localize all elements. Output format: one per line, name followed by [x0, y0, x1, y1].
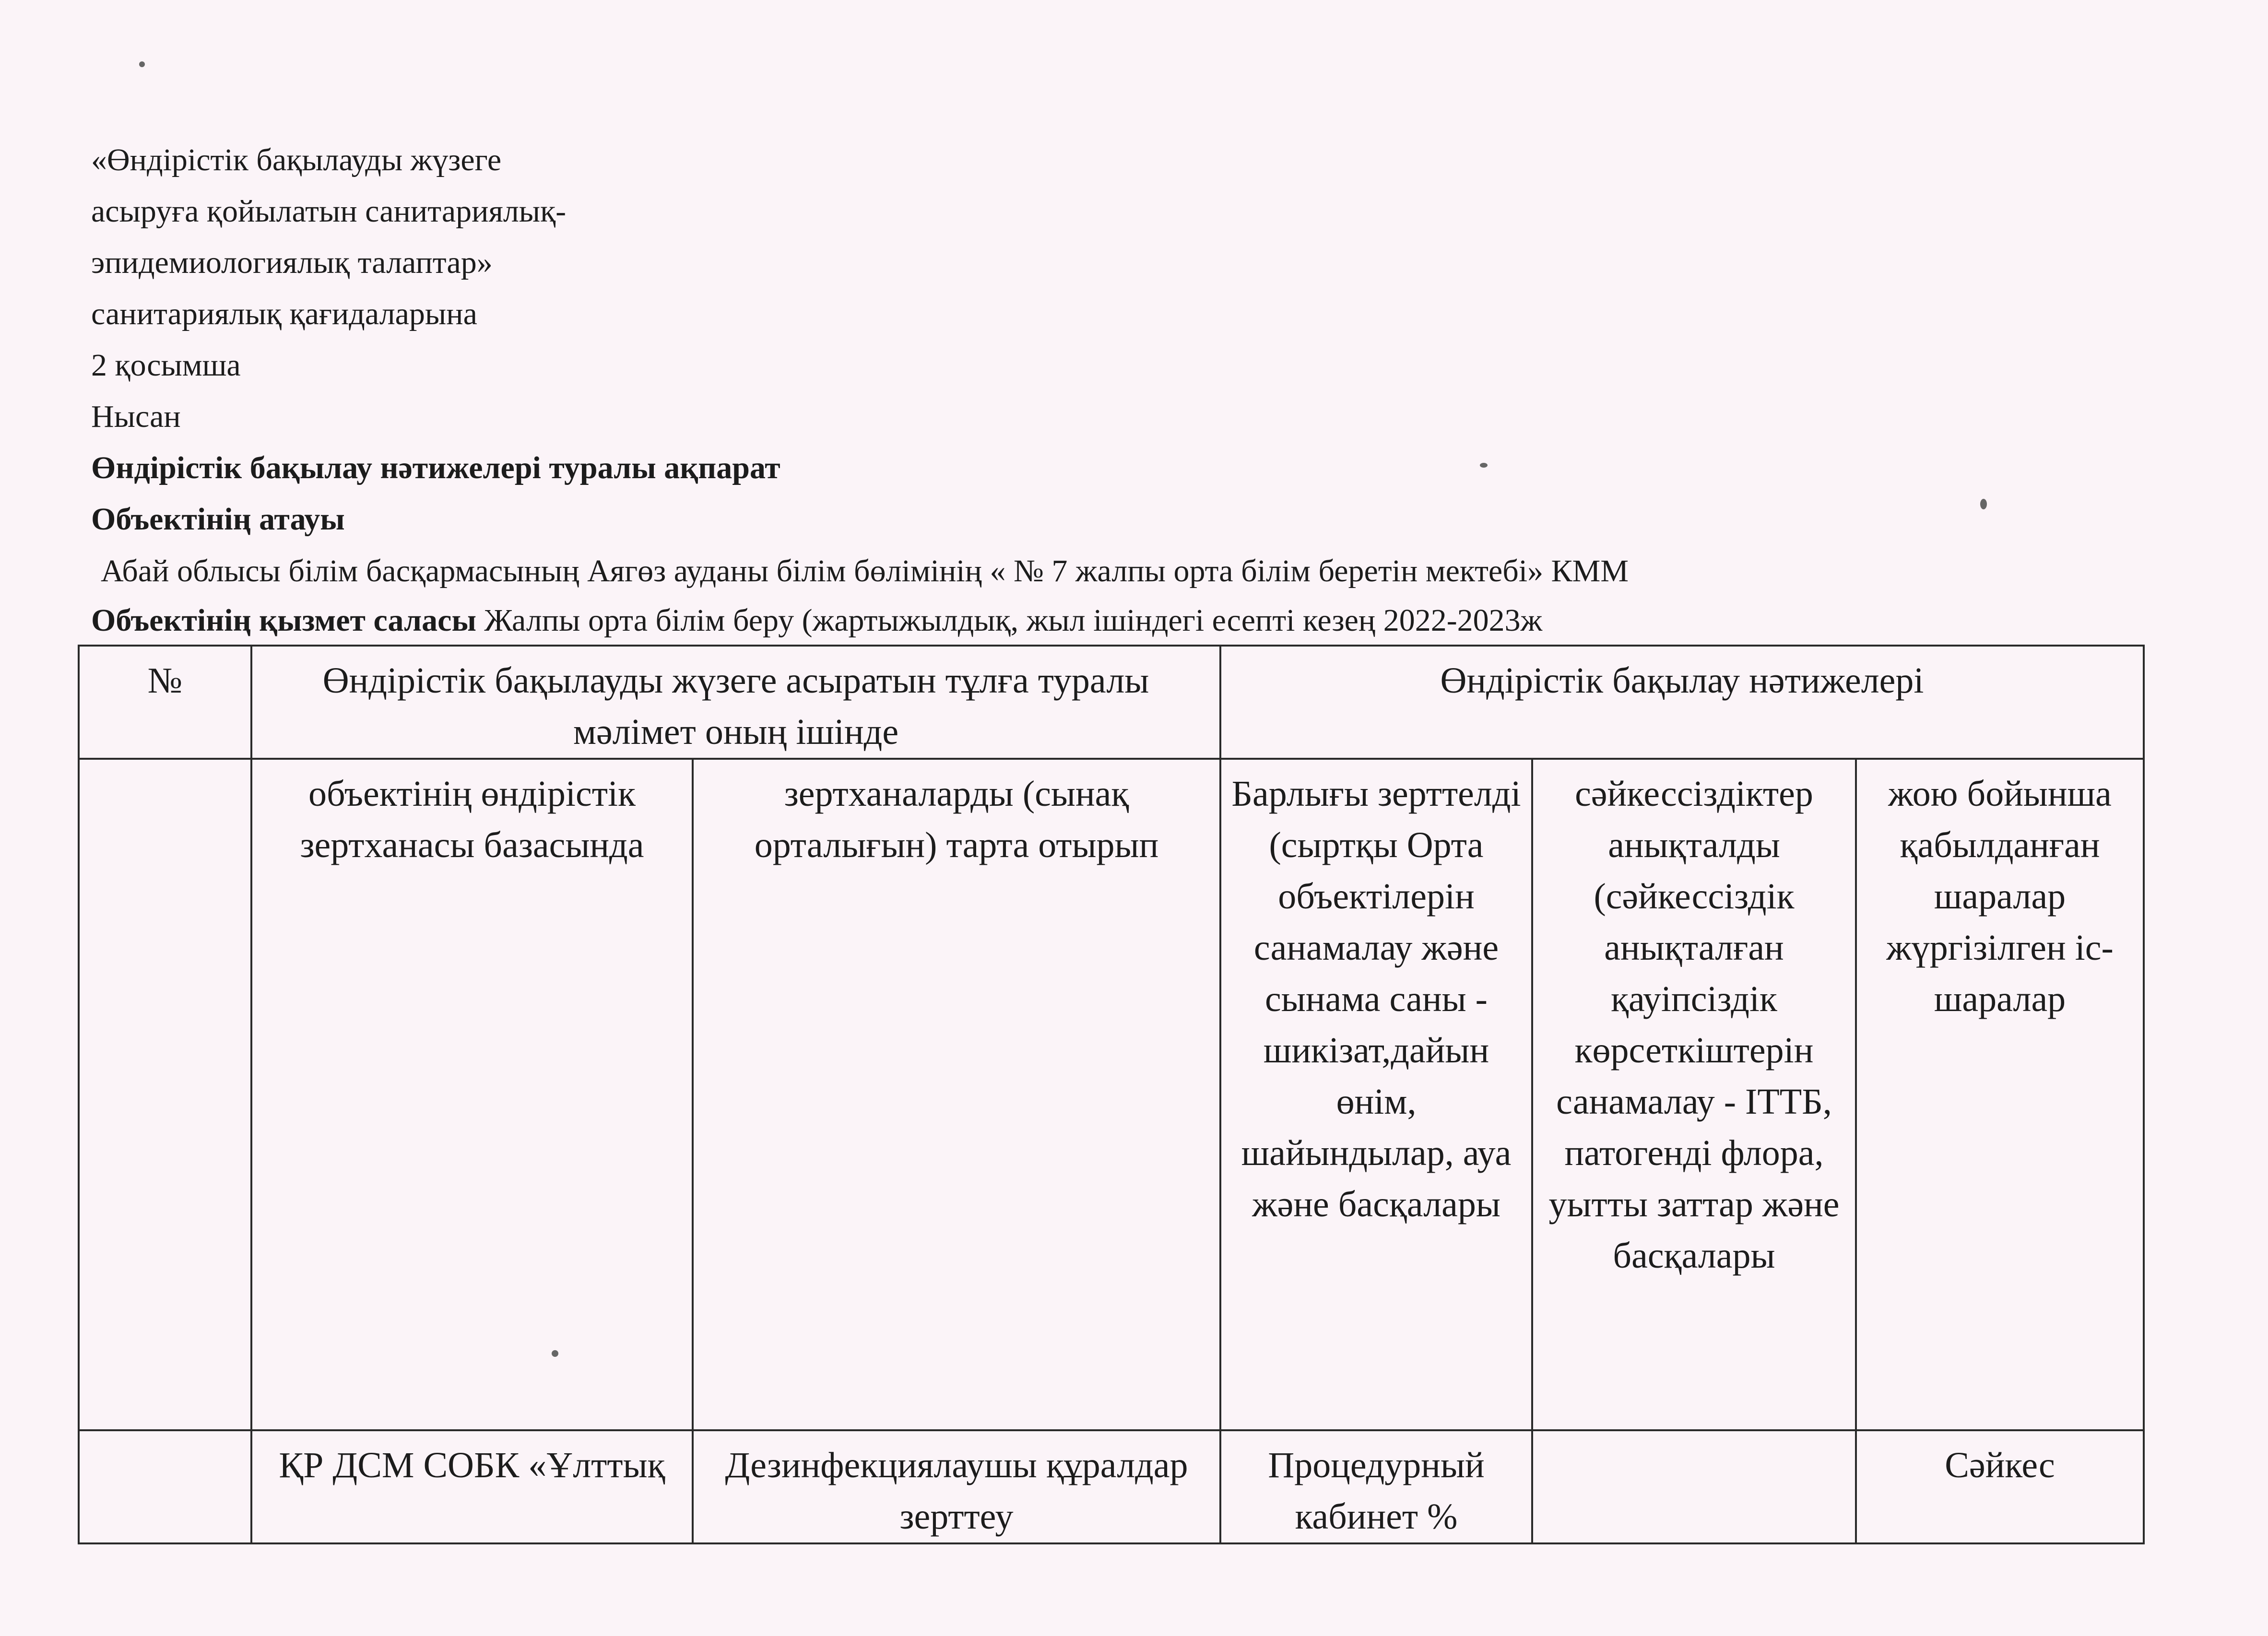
table-header-row: [79, 646, 2144, 759]
header-line-5: 2 қосымша: [91, 348, 241, 383]
header-line-4: санитариялық қағидаларына: [91, 296, 477, 331]
header-line-3: эпидемиологиялық талаптар»: [91, 245, 493, 280]
subheader-cell-3: зертханаларды (сынақ орталығын) тарта отырып: [693, 759, 1220, 1430]
header-line-1: «Өндірістік бақылауды жүзеге: [91, 142, 502, 177]
header-person-info-cell: Өндірістік бақылауды жүзеге асыратын тұлға туралы мәлімет оның ішінде: [251, 646, 1220, 759]
data-cell-3: Дезинфекциялаушы құралдар зерттеу: [693, 1430, 1220, 1543]
subheader-cell-4: Барлығы зерттелді (сыртқы Орта объектілерін санамалау және сынама саны - шикізат,дайын өнім, шайындылар, ауа және басқалары: [1220, 759, 1532, 1430]
header-line-2: асыруға қойылатын санитариялық-: [91, 194, 567, 229]
data-cell-2: ҚР ДСМ СОБК «Ұлттық: [251, 1430, 693, 1543]
table-row: [79, 1430, 2144, 1543]
data-cell-4: Процедурный кабинет %: [1220, 1430, 1532, 1543]
header-results-cell: Өндірістік бақылау нәтижелері: [1220, 646, 2144, 759]
scan-speck: [139, 61, 145, 67]
object-name: Абай облысы білім басқармасының Аягөз ауданы білім бөлімінің « № 7 жалпы орта білім беретін мектебі» КММ: [101, 553, 1629, 588]
scan-speck: [1480, 463, 1488, 468]
subheader-cell-2: объектінің өндірістік зертханасы базасында: [251, 759, 693, 1430]
object-label: Объектінің атауы: [91, 502, 345, 537]
data-cell-1: [79, 1430, 251, 1543]
header-line-6: Нысан: [91, 399, 181, 434]
subheader-cell-6: жою бойынша қабылданған шаралар жүргізілген іс-шаралар: [1856, 759, 2144, 1430]
scan-speck: [1980, 499, 1987, 509]
activity-label: Объектінің қызмет саласы: [91, 603, 476, 638]
table-subheader-row: [79, 759, 2144, 1430]
subheader-cell-5: сәйкессіздіктер анықталды (сәйкессіздік анықталған қауіпсіздік көрсеткіштерін санамалау - ІТТБ, патогенді флора, уытты заттар және басқалары: [1532, 759, 1856, 1430]
results-table: [78, 645, 2145, 1544]
data-cell-6: Сәйкес: [1856, 1430, 2144, 1543]
document-header: [91, 134, 780, 545]
document-title: Өндірістік бақылау нәтижелері туралы ақпарат: [91, 450, 780, 485]
activity-line: [91, 597, 1542, 645]
scan-speck: [552, 1350, 558, 1357]
activity-value: Жалпы орта білім беру (жартыжылдық, жыл ішіндегі есепті кезең 2022-2023ж: [476, 603, 1543, 638]
subheader-cell-1: [79, 759, 251, 1430]
header-number-cell: №: [79, 646, 251, 759]
data-cell-5: [1532, 1430, 1856, 1543]
